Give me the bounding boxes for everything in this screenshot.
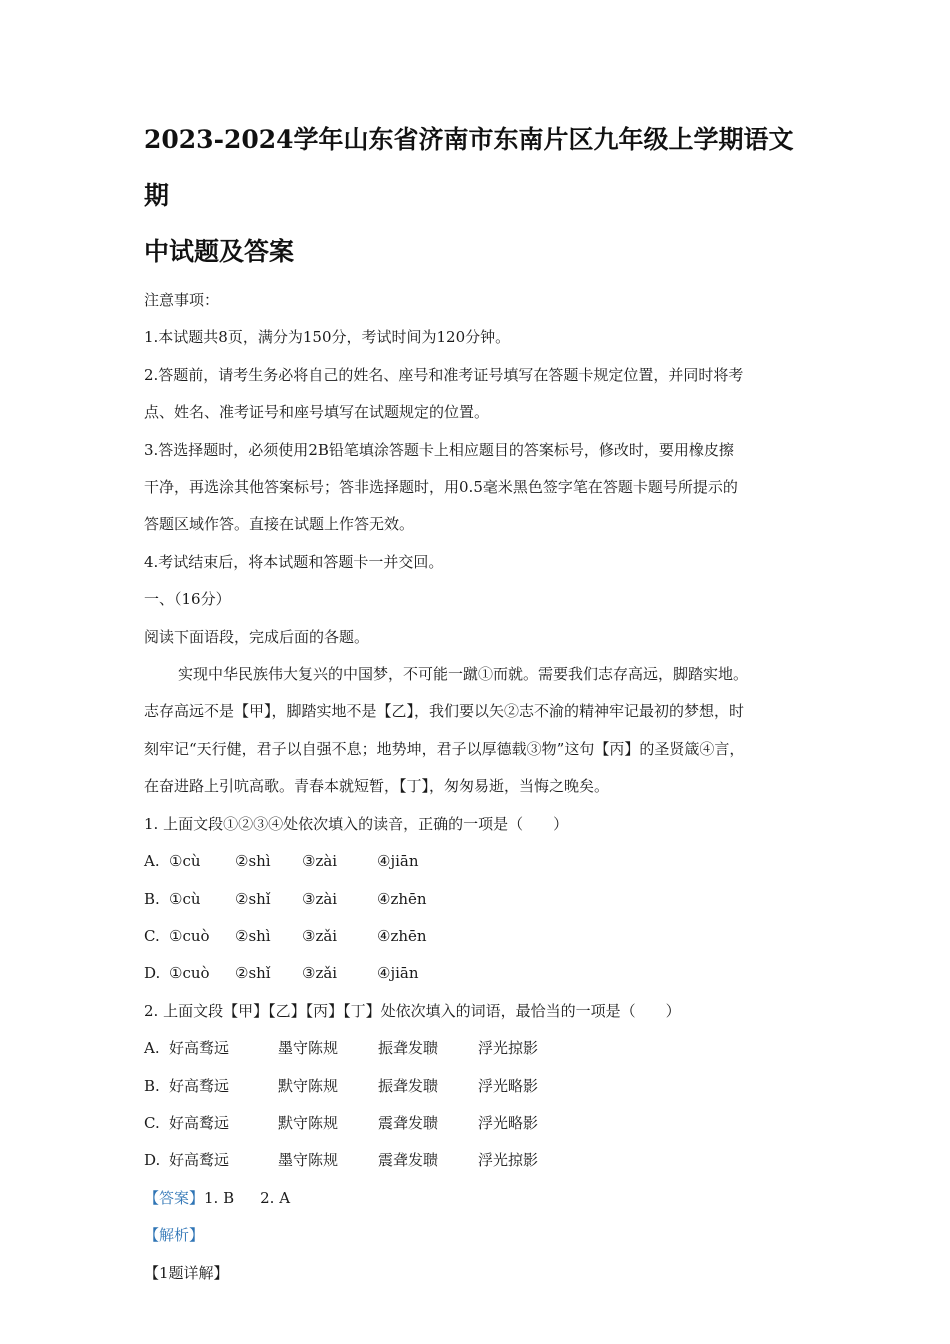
question-2-option-d [144,1142,814,1179]
option-item: ④jiān [377,852,419,871]
option-item: 好高骛远 [169,1076,230,1095]
option-item: ④jiān [377,964,419,983]
title-line-2: 中试题及答案 [144,237,295,266]
answer-2: 2. A [260,1188,291,1207]
notice-line: 点、姓名、准考证号和座号填写在试题规定的位置。 [144,403,490,422]
option-item: 浮光掠影 [478,1039,539,1058]
question-2-option-a [144,1030,814,1067]
answer-line [144,1180,814,1217]
option-label: C. [144,1113,160,1132]
option-label: A. [144,852,160,871]
option-item: ③zǎi [302,926,338,945]
question-2-option-c [144,1105,814,1142]
option-item: ④zhēn [377,926,427,945]
notice-line: 1.本试题共8页，满分为150分，考试时间为120分钟。 [144,328,511,347]
notice-line: 答题区域作答。直接在试题上作答无效。 [144,515,415,534]
option-item: 震聋发聩 [378,1113,439,1132]
option-item: ①cuò [169,926,210,945]
option-item: 浮光掠影 [478,1151,539,1170]
option-item: ③zǎi [302,964,338,983]
option-item: 浮光略影 [478,1113,539,1132]
option-item: ③zài [302,852,338,871]
option-item: ②shì [235,852,271,871]
option-item: ①cù [169,852,201,871]
notice-line: 3.答选择题时，必须使用2B铅笔填涂答题卡上相应题目的答案标号，修改时，要用橡皮擦 [144,440,734,459]
question-1-option-d [144,955,814,992]
option-item: ③zài [302,889,338,908]
option-item: 好高骛远 [169,1039,230,1058]
passage-line: 实现中华民族伟大复兴的中国梦，不可能一蹴①而就。需要我们志存高远，脚踏实地。 [178,665,749,684]
option-item: ②shǐ [235,964,271,983]
document-title [144,112,814,280]
passage-line: 在奋进路上引吭高歌。青春本就短暂，【丁】，匆匆易逝，当悔之晚矣。 [144,777,610,796]
option-item: 好高鹜远 [169,1113,230,1132]
question-1-option-a [144,843,814,880]
option-label: A. [144,1039,160,1058]
option-item: 墨守陈规 [278,1151,339,1170]
passage-line: 志存高远不是【甲】，脚踏实地不是【乙】，我们要以矢②志不渝的精神牢记最初的梦想，时 [144,702,745,721]
option-item: 浮光略影 [478,1076,539,1095]
notice-line: 干净，再选涂其他答案标号；答非选择题时，用0.5毫米黑色签字笔在答题卡题号所提示的 [144,478,738,497]
instruction-text: 阅读下面语段，完成后面的各题。 [144,627,370,646]
analysis-tag: 【解析】 [144,1226,205,1245]
option-label: D. [144,964,161,983]
option-item: 默守陈规 [278,1076,339,1095]
option-label: B. [144,889,160,908]
option-item: ①cù [169,889,201,908]
option-item: 振聋发聩 [378,1076,439,1095]
option-item: 振聋发聩 [378,1039,439,1058]
detail-tag: 【1题详解】 [144,1263,229,1282]
notice-line: 4.考试结束后，将本试题和答题卡一并交回。 [144,552,444,571]
answer-1: 1. B [204,1188,235,1207]
passage-line: 刻牢记“天行健，君子以自强不息；地势坤，君子以厚德载③物”这句【丙】的圣贤箴④言， [144,739,745,758]
option-item: 好高鹜远 [169,1151,230,1170]
document-page [144,112,814,1292]
question-1-option-b [144,881,814,918]
notice-heading: 注意事项： [144,291,220,309]
option-item: 默守陈规 [278,1113,339,1132]
question-1-option-c [144,918,814,955]
notice-line: 2.答题前，请考生务必将自己的姓名、座号和准考证号填写在答题卡规定位置，并同时将考 [144,365,744,384]
option-item: ②shǐ [235,889,271,908]
question-2-option-b [144,1068,814,1105]
option-label: B. [144,1076,160,1095]
option-item: 墨守陈规 [278,1039,339,1058]
answer-tag: 【答案】 [144,1188,205,1207]
option-item: 震聋发聩 [378,1151,439,1170]
title-line-1: 2023-2024学年山东省济南市东南片区九年级上学期语文期 [144,125,794,210]
question-2-stem: 2. 上面文段【甲】【乙】【丙】【丁】处依次填入的词语，最恰当的一项是（ ） [144,1001,681,1020]
question-1-stem: 1. 上面文段①②③④处依次填入的读音，正确的一项是（ ） [144,814,569,833]
option-item: ④zhēn [377,889,427,908]
option-item: ①cuò [169,964,210,983]
option-label: D. [144,1151,161,1170]
section-heading: 一、（16分） [144,590,231,609]
option-label: C. [144,926,160,945]
option-item: ②shì [235,926,271,945]
